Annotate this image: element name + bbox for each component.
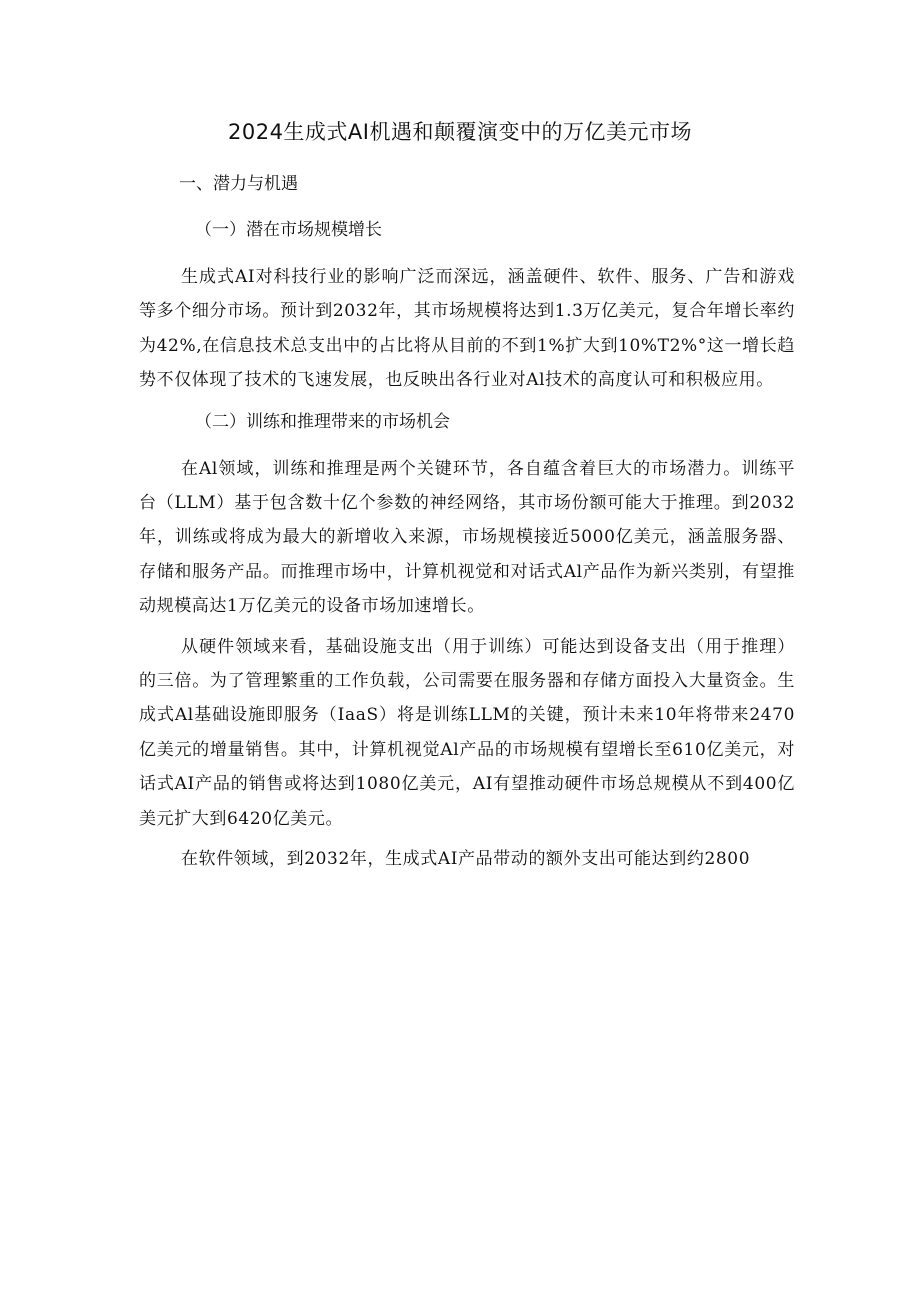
paragraph-software: 在软件领域，到2032年，生成式AI产品带动的额外支出可能达到约2800: [181, 849, 751, 870]
paragraph-training-inference: 在Al领域，训练和推理是两个关键环节，各自蕴含着巨大的市场潜力。训练平台（LLM）基于包含数十亿个参数的神经网络，其市场份额可能大于推理。到2032年，训练或将成为最大的新增收入来源，市场规模接近5000亿美元，涵盖服务器、存储和服务产品。而推理市场中，计算机视觉和对话式Al产品作为新兴类别，有望推动规模高达1万亿美元的设备市场加速增长。: [139, 458, 795, 617]
paragraph-market-growth: 生成式AI对科技行业的影响广泛而深远，涵盖硬件、软件、服务、广告和游戏等多个细分市场。预计到2032年，其市场规模将达到1.3万亿美元，复合年增长率约为42%,在信息技术总支出中的占比将从目前的不到1%扩大到10%T2%°这一增长趋势不仅体现了技术的飞速发展，也反映出各行业对Al技术的高度认可和积极应用。: [139, 267, 795, 391]
document-title: 2024生成式AI机遇和颠覆演变中的万亿美元市场: [227, 120, 692, 144]
document-body: [139, 164, 795, 877]
section-heading-potential: 一、潜力与机遇: [179, 174, 298, 194]
subsection-heading-market-growth: （一）潜在市场规模增长: [195, 220, 382, 240]
paragraph-hardware: 从硬件领域来看，基础设施支出（用于训练）可能达到设备支出（用于推理）的三倍。为了管理繁重的工作负载，公司需要在服务器和存储方面投入大量资金。生成式Al基础设施即服务（IaaS）将是训练LLM的关键，预计未来10年将带来2470亿美元的增量销售。其中，计算机视觉Al产品的市场规模有望增长至610亿美元，对话式AI产品的销售或将达到1080亿美元，AI有望推动硬件市场总规模从不到400亿美元扩大到6420亿美元。: [139, 636, 795, 829]
subsection-heading-training-inference: （二）训练和推理带来的市场机会: [195, 411, 450, 432]
